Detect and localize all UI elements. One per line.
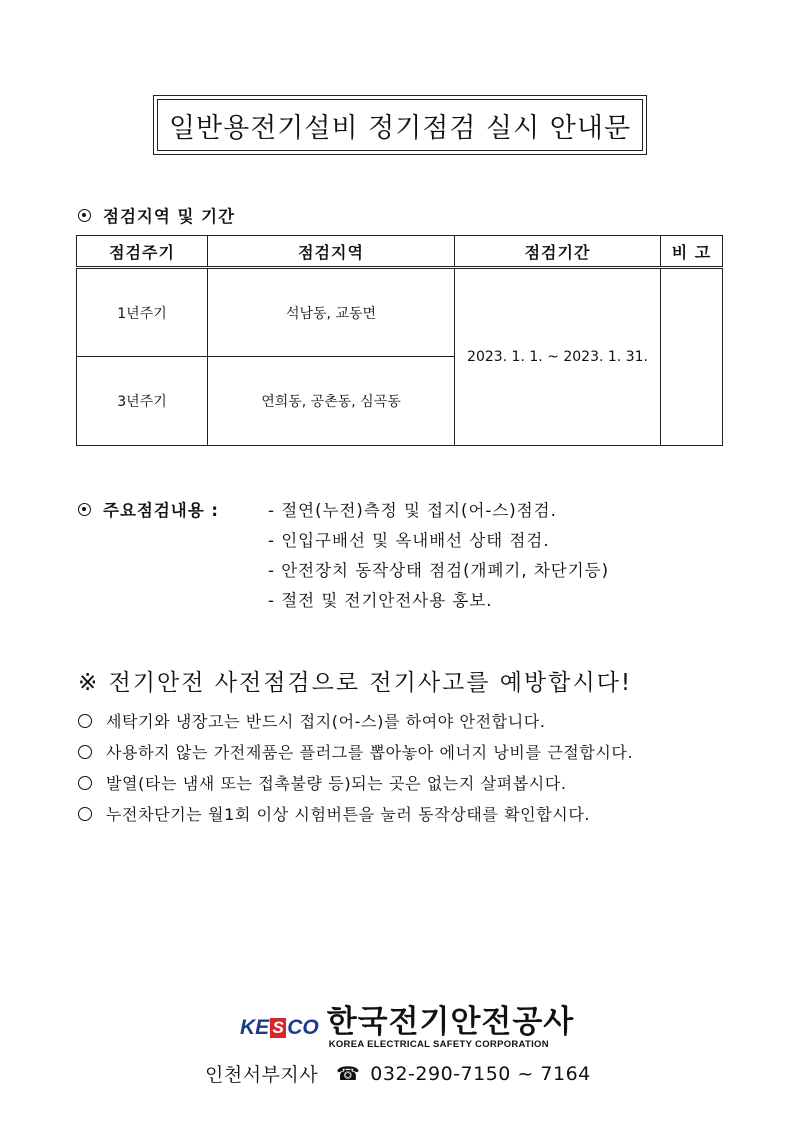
circle-icon <box>78 776 92 790</box>
cell-cycle: 1년주기 <box>77 268 208 357</box>
branch-contact <box>205 1060 591 1087</box>
circle-icon <box>78 714 92 728</box>
header-remark: 비 고 <box>661 236 723 268</box>
cell-period: 2023. 1. 1. ~ 2023. 1. 31. <box>455 268 661 446</box>
logo-english-name: KOREA ELECTRICAL SAFETY CORPORATION <box>328 1039 549 1050</box>
content-item: - 절전 및 전기안전사용 홍보. <box>268 591 493 610</box>
tip-item: 누전차단기는 월1회 이상 시험버튼을 눌러 동작상태를 확인합시다. <box>78 798 633 829</box>
schedule-table <box>76 235 723 446</box>
safety-tips <box>78 705 633 829</box>
kesco-mark: KE S CO <box>240 1015 319 1039</box>
tip-item: 발열(타는 냄새 또는 접촉불량 등)되는 곳은 없는지 살펴봅시다. <box>78 767 633 798</box>
header-area: 점검지역 <box>208 236 455 268</box>
cell-cycle: 3년주기 <box>77 357 208 446</box>
document-title: 일반용전기설비 정기점검 실시 안내문 <box>157 99 643 151</box>
logo-korean-name: 한국전기안전공사 <box>326 1004 575 1040</box>
table-row <box>77 268 723 357</box>
content-item: - 절연(누전)측정 및 접지(어-스)점검. <box>268 501 557 520</box>
section-heading-area <box>78 203 235 227</box>
header-cycle: 점검주기 <box>77 236 208 268</box>
header-period: 점검기간 <box>455 236 661 268</box>
content-item: - 안전장치 동작상태 점검(개폐기, 차단기등) <box>268 561 610 580</box>
circle-icon <box>78 807 92 821</box>
circled-dot-icon <box>78 503 91 516</box>
content-label: 주요점검내용 : <box>78 497 268 521</box>
inspection-content <box>78 494 609 614</box>
kesco-logo <box>240 1000 580 1055</box>
section-heading-area-label: 점검지역 및 기간 <box>103 207 236 226</box>
circled-dot-icon <box>78 209 91 222</box>
cell-remark <box>661 268 723 446</box>
cell-area: 석남동, 교동면 <box>208 268 455 357</box>
safety-motto: ※ 전기안전 사전점검으로 전기사고를 예방합시다! <box>78 670 633 696</box>
content-row <box>78 494 609 524</box>
tip-item: 세탁기와 냉장고는 반드시 접지(어-스)를 하여야 안전합니다. <box>78 705 633 736</box>
branch-name: 인천서부지사 <box>205 1064 319 1086</box>
phone-number: 032-290-7150 ~ 7164 <box>370 1062 591 1085</box>
table-header-row <box>77 236 723 268</box>
tip-item: 사용하지 않는 가전제품은 플러그를 뽑아놓아 에너지 낭비를 근절합시다. <box>78 736 633 767</box>
content-item: - 인입구배선 및 옥내배선 상태 점검. <box>268 531 550 550</box>
title-box <box>153 95 647 155</box>
telephone-icon: ☎ <box>336 1062 361 1085</box>
circle-icon <box>78 745 92 759</box>
cell-area: 연희동, 공촌동, 심곡동 <box>208 357 455 446</box>
